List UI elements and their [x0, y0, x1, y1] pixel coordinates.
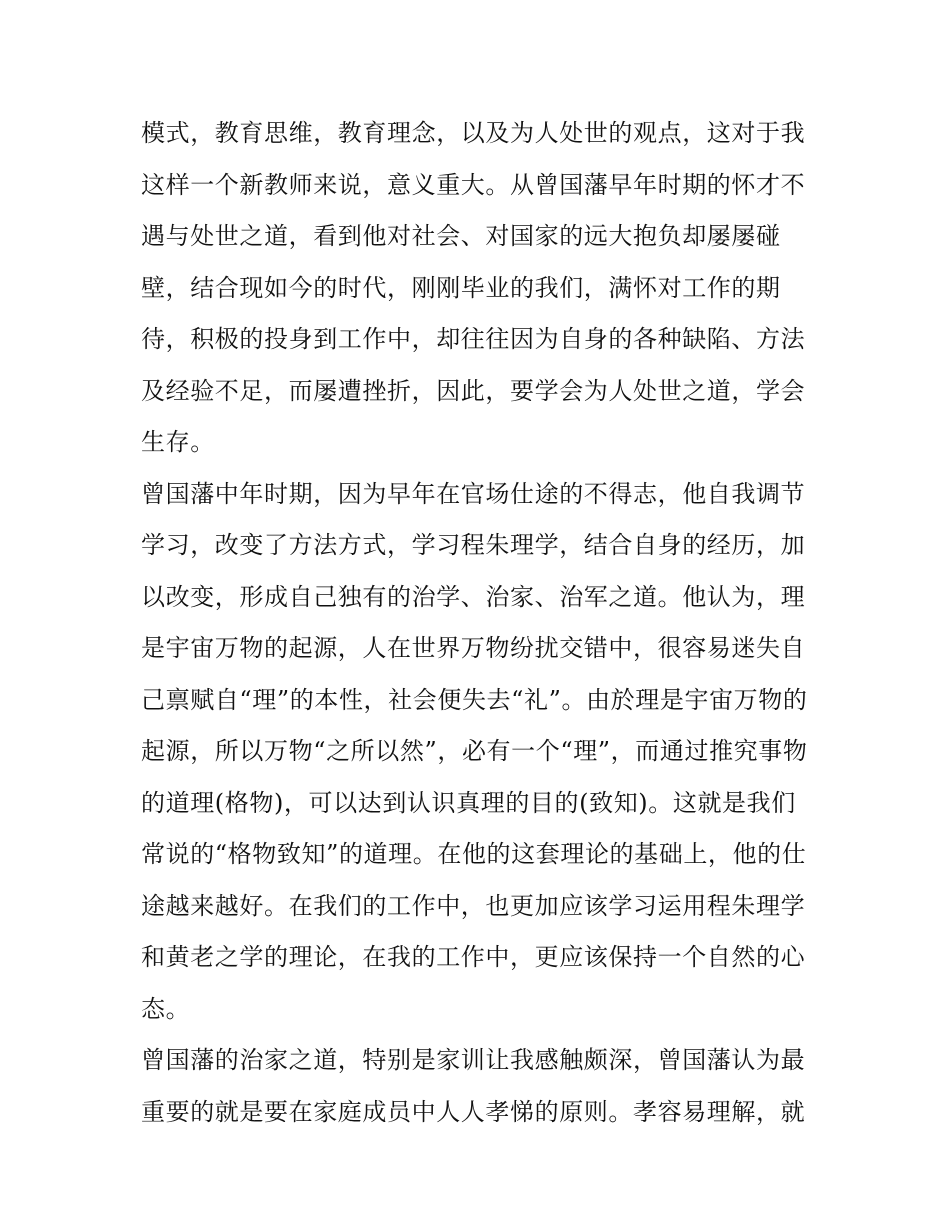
document-body	[141, 108, 813, 1138]
text-line: 学习，改变了方法方式，学习程朱理学，结合自身的经历，加	[141, 531, 806, 559]
text-line: 这样一个新教师来说，意义重大。从曾国藩早年时期的怀才不	[141, 170, 806, 199]
text-line: 遇与处世之道，看到他对社会、对国家的远大抱负却屡屡碰	[141, 222, 781, 250]
text-line: 是宇宙万物的起源，人在世界万物纷扰交错中，很容易迷失自	[141, 634, 806, 662]
text-line: 生存。	[141, 428, 215, 456]
text-line: 壁，结合现如今的时代，刚刚毕业的我们，满怀对工作的期	[141, 273, 781, 302]
text-line: 和黄老之学的理论，在我的工作中，更应该保持一个自然的心	[141, 943, 806, 971]
text-line: 待，积极的投身到工作中，却往往因为自身的各种缺陷、方法	[141, 325, 806, 353]
text-line: 态。	[141, 994, 191, 1023]
text-line: 起源，所以万物“之所以然”，必有一个“理”，而通过推究事物	[141, 737, 808, 765]
text-line: 曾国藩中年时期，因为早年在官场仕途的不得志，他自我调节	[141, 479, 806, 508]
text-line: 及经验不足，而屡遭挫折，因此，要学会为人处世之道，学会	[141, 376, 806, 405]
text-line: 模式，教育思维，教育理念，以及为人处世的观点，这对于我	[141, 119, 806, 147]
text-line: 常说的“格物致知”的道理。在他的这套理论的基础上，他的仕	[141, 840, 807, 868]
text-line: 途越来越好。在我们的工作中，也更加应该学习运用程朱理学	[141, 891, 806, 920]
text-line: 以改变，形成自己独有的治学、治家、治军之道。他认为，理	[141, 582, 806, 611]
text-line: 曾国藩的治家之道，特别是家训让我感触颇深，曾国藩认为最	[141, 1046, 806, 1074]
text-line: 己禀赋自“理”的本性，社会便失去“礼”。由於理是宇宙万物的	[141, 685, 808, 714]
text-line: 的道理(格物)，可以达到认识真理的目的(致知)。这就是我们	[141, 788, 796, 817]
text-line: 重要的就是要在家庭成员中人人孝悌的原则。孝容易理解，就	[141, 1097, 806, 1126]
